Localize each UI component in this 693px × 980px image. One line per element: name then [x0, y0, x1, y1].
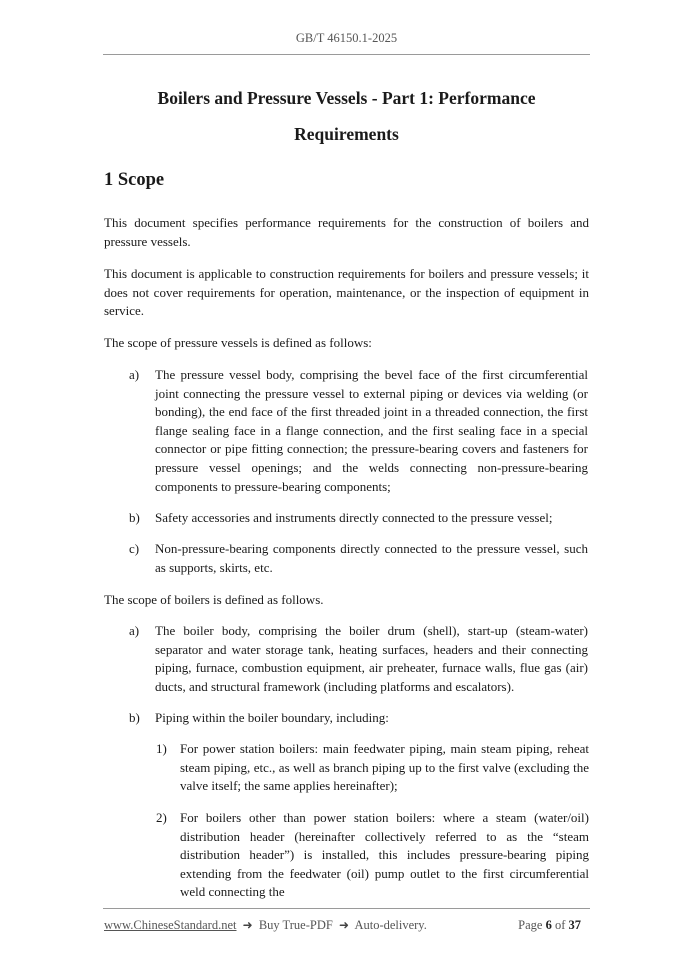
page-of: of: [554, 918, 566, 932]
scope-paragraph-1: This document specifies performance requirements for the construction of boilers and pressure vessels.: [104, 215, 589, 249]
list-marker: 1): [156, 741, 167, 756]
right-arrow-icon: ➜: [242, 918, 253, 932]
document-title-line-2: Requirements: [294, 124, 399, 144]
page-word: Page: [518, 918, 543, 932]
list-marker: a): [129, 367, 140, 382]
list-item-text: For power station boilers: main feedwater piping, main steam piping, reheat steam piping, etc., as well as branch piping up to the first valve (excluding the valve itself; the same applies hereinafter);: [180, 741, 589, 794]
scope-paragraph-4: The scope of boilers is defined as follows.: [104, 592, 324, 607]
header-divider: [103, 54, 590, 55]
list-item-text: For boilers other than power station boilers: where a steam (water/oil) distribution header (hereinafter collectively referred to as the “steam distribution header”) is installed, this includes pressure-bearing piping extending from the feedwater (oil) pump outlet to the first circumferential weld connecting the: [180, 810, 589, 900]
list-marker: c): [129, 541, 140, 556]
page-footer: [104, 918, 589, 933]
scope-paragraph-2: This document is applicable to construction requirements for boilers and pressure vessels; it does not cover requirements for operation, maintenance, or the inspection of equipment in service.: [104, 266, 589, 319]
list-marker: b): [129, 510, 140, 525]
auto-delivery-text: Auto-delivery.: [354, 918, 427, 932]
list-item-text: The pressure vessel body, comprising the bevel face of the first circumferential joint connecting the pressure vessel to external piping or devices via welding (or bonding), the end face of the first threaded joint in a threaded connection, the first flange sealing face in a flange connection, and the first sealing face in a special connector or pipe fitting connection; the pressure-bearing covers and fasteners for pressure vessel openings; and the welds connecting non-pressure-bearing components to pressure-bearing components;: [155, 367, 588, 494]
list-item-text: Safety accessories and instruments directly connected to the pressure vessel;: [155, 510, 553, 525]
list-item-text: Piping within the boiler boundary, including:: [155, 710, 389, 725]
running-header: GB/T 46150.1-2025: [295, 31, 398, 45]
document-title: [103, 80, 590, 152]
website-link[interactable]: www.ChineseStandard.net: [104, 918, 237, 932]
list-marker: a): [129, 623, 140, 638]
list-marker: 2): [156, 810, 167, 825]
document-title-line-1: Boilers and Pressure Vessels - Part 1: Performance: [157, 88, 536, 108]
list-item-text: Non-pressure-bearing components directly connected to the pressure vessel, such as supports, skirts, etc.: [155, 541, 588, 575]
list-marker: b): [129, 710, 140, 725]
list-item-text: The boiler body, comprising the boiler drum (shell), start-up (steam-water) separator and water storage tank, heating surfaces, headers and their connecting piping, furnace, combustion equipment, air preheater, furnace walls, flue gas (air) ducts, and structural framework (including platforms and escalators).: [155, 623, 588, 694]
page-total: 37: [568, 918, 581, 932]
buy-true-pdf-link[interactable]: Buy True-PDF: [258, 918, 333, 932]
section-heading-scope: 1 Scope: [104, 170, 165, 190]
page-number: [518, 918, 581, 933]
scope-paragraph-3: The scope of pressure vessels is defined as follows:: [104, 335, 372, 350]
right-arrow-icon: ➜: [338, 918, 349, 932]
page-current: 6: [545, 918, 552, 932]
footer-divider: [103, 908, 590, 909]
